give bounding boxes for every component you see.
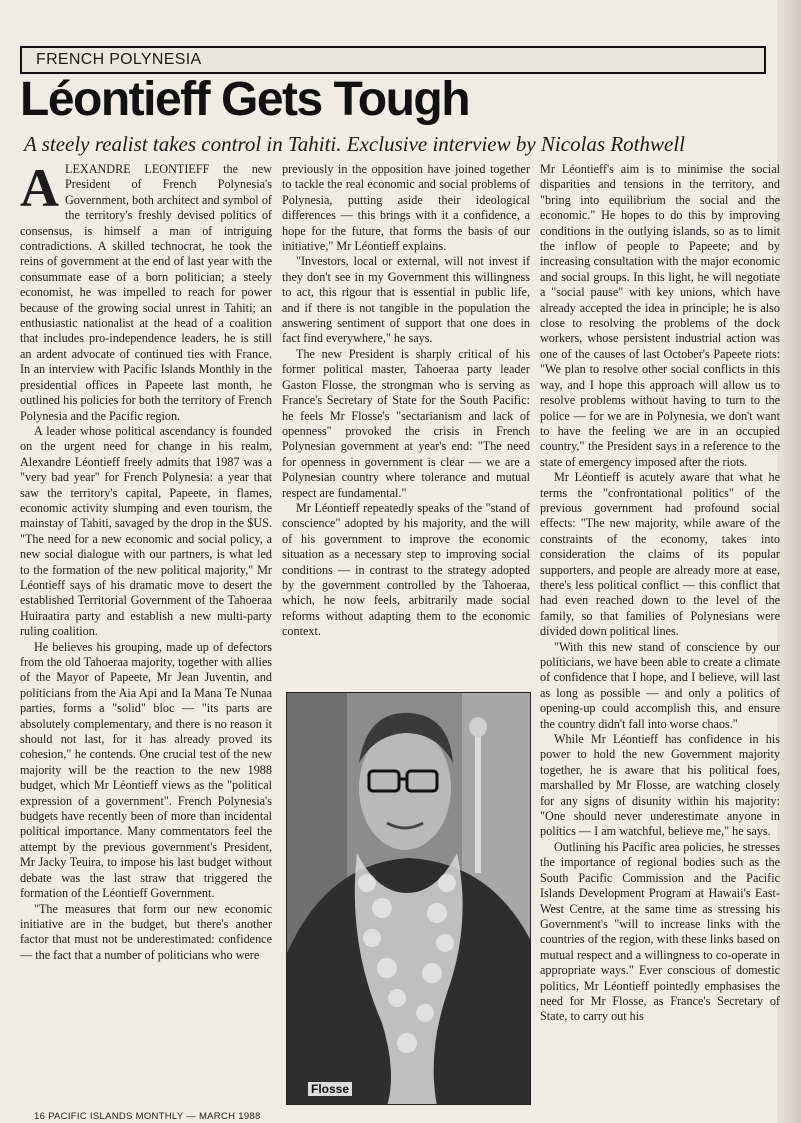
paragraph: Outlining his Pacific area policies, he stresses the importance of regional bodies such as the South Pacific Commission and the Pacific Islands Development Program at Hawaii's East-West Centre, at the same time as stressing his Government's "will to increase links with the countries of the region, with these links based on mutual respect and a willingness to co-operate in appropriate ways." Ever conscious of domestic politics, Mr Léontieff pointedly emphasises the need for Mr Flosse, as France's Secretary of State, to carry out his <box>540 839 780 1024</box>
page-edge <box>777 0 801 1123</box>
headline: Léontieff Gets Tough <box>20 73 470 126</box>
paragraph: The new President is sharply critical of his former political master, Tahoeraa party leader Gaston Flosse, the strongman who is serving as France's Secretary of State for the South Pacific: he feels Mr Flosse's "sectarianism and lack of openness" provoked the crisis in French Polynesian government at year's end: "The need for openness in government is clear — we are a Polynesian country where tolerance and mutual respect are fundamental." <box>282 346 530 500</box>
paragraph: "With this new stand of conscience by our politicians, we have been able to create a climate of confidence that I hope, and I believe, will last as long as possible — and only a politics of opening-up could accomplish this, and ensure the country didn't fall into worse chaos." <box>540 639 780 731</box>
paragraph: previously in the opposition have joined together to tackle the real economic and social problems of Polynesia, putting aside their ideological differences — this brings with it a confidence, a hope for the future, that forms the basis of our initiative," Mr Léontieff explains. <box>282 162 530 254</box>
standfirst: A steely realist takes control in Tahiti. Exclusive interview by Nicolas Rothwell <box>24 132 686 156</box>
photo-flosse <box>286 692 531 1105</box>
column-3 <box>540 162 780 1025</box>
paragraph: "Investors, local or external, will not invest if they don't see in my Government this willingness to act, this rigour that is essential in public life, and if there is not tangible in the population the answering sentiment of support that one does in fact find everywhere," he says. <box>282 254 530 346</box>
column-1 <box>20 158 272 963</box>
portrait-image <box>287 693 531 1105</box>
paragraph: Mr Léontieff's aim is to minimise the social disparities and tensions in the territory, and "bring into equilibrium the social and the economic." He hopes to do this by improving conditions in the outlying islands, so as to limit the inflow of people to Papeete; and by increasing consultation with the major economic and social groups. In this light, he will negotiate a "social pause" with key unions, which have already accepted the idea in principle; he is also close to resolving the problems of the dock workers, whose persistent industrial action was one of the causes of last October's Papeete riots: "We plan to resolve other social conflicts in this way, and I hope this approach will allow us to resolve problems without having to turn to the police — for we are in Polynesia, we don't want to have the feeling we are in an occupied country," the President says in a reference to the state of emergency imposed after the riots. <box>540 162 780 469</box>
paragraph: While Mr Léontieff has confidence in his power to hold the new Government majority together, he is aware that his political foes, marshalled by Mr Flosse, are watching closely for any signs of disunity within his majority: "One should never underestimate anyone in politics — I am watchful, believe me," he says. <box>540 732 780 839</box>
paragraph: A leader whose political ascendancy is founded on the urgent need for change in his realm, Alexandre Léontieff freely admits that 1987 was a "very bad year" for French Polynesia: a year that saw the territory's capital, Papeete, in flames, economic activity slumping and even tourism, the mainstay of Tahiti, savaged by the drop in the $US. "The need for a new economic and social policy, a new social dialogue with our partners, is what led to the formation of the new political majority," Mr Léontieff says of his dramatic move to desert the established Territorial Government of the Tahoeraa Huiraatira party and establish a new multi-party ruling coalition. <box>20 423 272 639</box>
section-label: FRENCH POLYNESIA <box>36 51 202 68</box>
paragraph: "The measures that form our new economic initiative are in the budget, but there's another factor that must not be underestimated: confidence — the fact that a number of politicians who were <box>20 901 272 962</box>
paragraph: Mr Léontieff is acutely aware that what he terms the "confrontational politics" of the previous government had profound social effects: "The new majority, while aware of the constraints of the economy, takes into consideration the claims of its popular supporters, and people are already more at ease, there's less political conflict — this conflict that had even reached down to the level of the family, so that families of Polynesians were divided down political lines. <box>540 470 780 639</box>
column-2 <box>282 162 530 640</box>
paragraph-text: LEXANDRE LEONTIEFF the new President of French Polynesia's Government, both architect and symbol of the territory's freshly devised politics of consensus, is himself a man of intriguing contradictions. A skilled technocrat, he took the reins of government at the end of last year with the consummate ease of a born politician; a steely economist, he was impelled to reach for power because of the growing social unrest in Tahiti; an enthusiastic nationalist at the head of a coalition that includes pro-independence leaders, he is still an ardent advocate of continued ties with France. In an interview with Pacific Islands Monthly in the presidential offices in Papeete last month, he outlined his policies for both the territory of French Polynesia and the Pacific region. <box>20 162 272 423</box>
paragraph <box>20 158 272 424</box>
drop-cap: A <box>20 158 59 218</box>
photo-caption: Flosse <box>308 1082 352 1096</box>
paragraph: Mr Léontieff repeatedly speaks of the "stand of conscience" adopted by his majority, and the will of his government to improve the economic situation as a necessary step to improving social conditions — in contrast to the strategy adopted by the government controlled by the Tahoeraa, which, he now feels, arbitrarily made social reforms without adapting them to the economic context. <box>282 500 530 639</box>
page-footer: 16 PACIFIC ISLANDS MONTHLY — MARCH 1988 <box>34 1111 261 1122</box>
paragraph: He believes his grouping, made up of defectors from the old Tahoeraa majority, together with allies of the Mayor of Papeete, Mr Jean Juventin, and politicians from the Aia Api and Ia Mana Te Nunaa parties, forms a "solid" bloc — "its parts are absolutely complementary, and there is no reason it should not last, for it has already proved its cohesion," he contends. One crucial test of the new majority will be the reaction to the new 1988 budget, which Mr Léontieff views as the "political expression of a government". French Polynesia's budgets have recently been of more than incidental political importance. Many commentators feel the attempt by the previous government's President, Mr Jacky Teuira, to impose his last budget without debate was the last straw that triggered the formation of the Léontieff Government. <box>20 639 272 901</box>
